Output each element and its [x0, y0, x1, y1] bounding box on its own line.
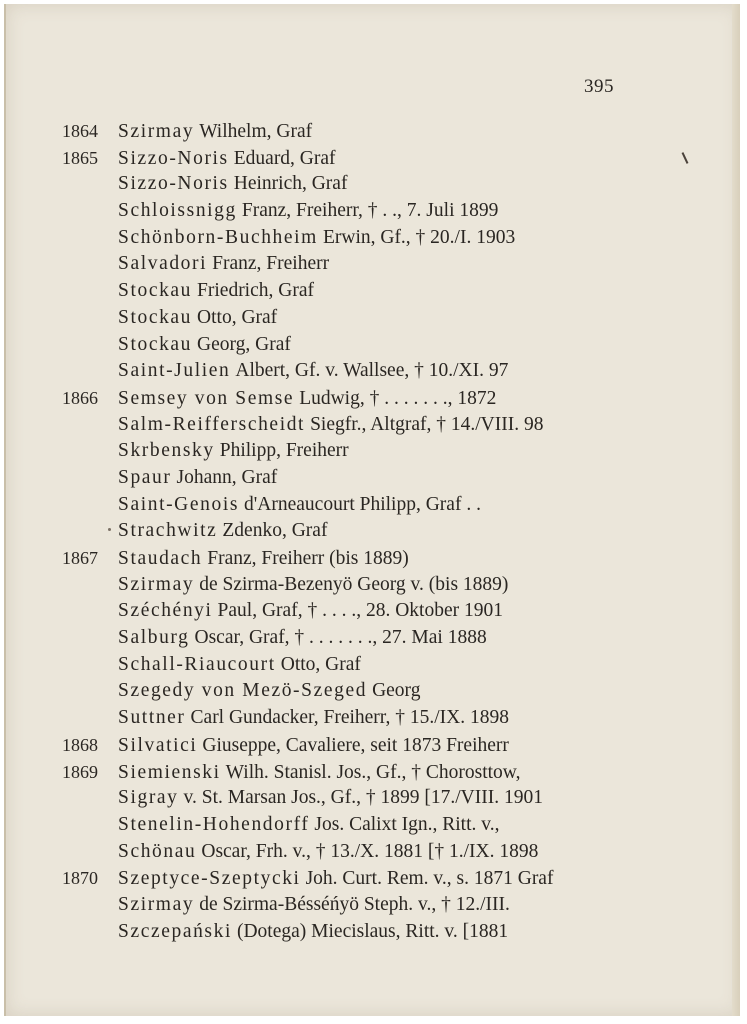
entry-name: Stockau [118, 333, 193, 355]
entry-name: Szirmay [118, 573, 195, 595]
list-item [62, 759, 632, 786]
list-item [62, 278, 632, 305]
entry-name: Schönau [118, 840, 197, 862]
entry-name: Strachwitz [118, 520, 218, 542]
entry-details: Carl Gundacker, Freiherr, † 15./IX. 1898 [190, 707, 510, 729]
entry-year: 1869 [62, 761, 98, 782]
entry-text [118, 598, 632, 625]
list-item [62, 625, 632, 652]
entry-text [118, 119, 632, 146]
entry-text [118, 760, 632, 787]
entry-name: Stockau [118, 306, 193, 328]
entry-text [118, 705, 632, 732]
list-item [62, 839, 632, 866]
entry-details: Giuseppe, Cavaliere, seit 1873 Freiherr [202, 734, 509, 756]
list-item [62, 385, 632, 412]
entry-details: de Szirma-Bezenyö Georg v. (bis 1889) [199, 573, 509, 595]
entry-text [118, 171, 632, 198]
entry-name: Szeptyce-Szeptycki [118, 868, 301, 890]
list-item [62, 652, 632, 679]
list-item [62, 332, 632, 359]
entry-name: Sizzo-Noris [118, 173, 229, 195]
list-item [62, 118, 632, 145]
entry-text [118, 465, 632, 492]
entry-text [118, 518, 632, 545]
list-item [62, 572, 632, 599]
list-item [62, 225, 632, 252]
list-item [62, 438, 632, 465]
entry-details: Albert, Gf. v. Wallsee, † 10./XI. 97 [235, 360, 509, 382]
entry-details: Otto, Graf [197, 306, 278, 328]
list-item [62, 705, 632, 732]
list-item [62, 171, 632, 198]
list-item [62, 358, 632, 385]
entry-text [118, 251, 632, 278]
list-item [62, 305, 632, 332]
list-item [62, 198, 632, 225]
list-item [62, 812, 632, 839]
entry-details: (Dotega) Miecislaus, Ritt. v. [1881 [236, 920, 509, 942]
entry-text [118, 652, 632, 679]
entry-text [118, 919, 632, 946]
entry-name: Silvatici [118, 734, 198, 756]
book-page [4, 4, 740, 1016]
entry-details: Georg, Graf [197, 333, 291, 355]
list-item [62, 732, 632, 759]
list-item [62, 145, 632, 172]
entry-details: Jos. Calixt Ign., Ritt. v., [314, 813, 500, 835]
entry-details: Friedrich, Graf [197, 280, 314, 302]
entry-text [118, 278, 632, 305]
entry-text [118, 225, 632, 252]
entry-details: Otto, Graf [280, 653, 361, 675]
list-item [62, 518, 632, 545]
entry-text [118, 412, 632, 439]
entry-text [118, 812, 632, 839]
entry-name: Staudach [118, 548, 203, 569]
entry-text [118, 839, 632, 866]
entry-name: Spaur [118, 466, 172, 488]
entry-name: Szczepański [118, 920, 232, 942]
entry-name: Schall-Riaucourt [118, 653, 276, 675]
entry-details: d'Arneaucourt Philipp, Graf . . [244, 493, 481, 515]
entry-name: Schloissnigg [118, 200, 237, 222]
entry-text [118, 892, 632, 919]
entry-details: v. St. Marsan Jos., Gf., † 1899 [17./VIII. 1901 [183, 787, 543, 809]
list-item [62, 678, 632, 705]
entry-details: Franz, Freiherr (bis 1889) [207, 548, 409, 569]
entry-details: Siegfr., Altgraf, † 14./VIII. 98 [310, 413, 544, 435]
entry-details: Erwin, Gf., † 20./I. 1903 [322, 226, 516, 248]
entry-details: Wilh. Stanisl. Jos., Gf., † Chorosttow, [225, 761, 521, 783]
entry-name: Stenelin-Hohendorff [118, 813, 310, 835]
entry-name: Sizzo-Noris [118, 147, 229, 169]
entry-text [118, 492, 632, 519]
entry-details: Franz, Freiherr, † . ., 7. Juli 1899 [241, 200, 499, 222]
entry-details: Georg [372, 680, 421, 702]
entry-name: Saint-Genois [118, 493, 240, 515]
entry-text [118, 733, 632, 760]
entry-text [118, 785, 632, 812]
entry-list [62, 118, 632, 945]
list-item [62, 492, 632, 519]
entry-name: Siemienski [118, 761, 221, 783]
entry-year: 1864 [62, 121, 98, 141]
entry-text [118, 546, 632, 573]
entry-text [118, 332, 632, 359]
list-item [62, 545, 632, 572]
entry-name: Suttner [118, 707, 186, 729]
entry-name: Semsey von Semse [118, 387, 295, 409]
entry-text [118, 198, 632, 225]
entry-details: Ludwig, † . . . . . . ., 1872 [299, 387, 497, 409]
list-item [62, 865, 632, 892]
entry-details: Eduard, Graf [233, 147, 336, 169]
entry-details: Paul, Graf, † . . . ., 28. Oktober 1901 [217, 600, 503, 622]
entry-text [118, 386, 632, 413]
entry-name: Sigray [118, 787, 179, 809]
entry-name: Szirmay [118, 893, 195, 915]
entry-text [118, 572, 632, 599]
entry-details: Heinrich, Graf [233, 173, 348, 195]
entry-text [118, 305, 632, 332]
entry-details: de Szirma-Bésséńyö Steph. v., † 12./III. [199, 893, 510, 915]
entry-name: Szegedy von Mezö-Szeged [118, 680, 368, 702]
entry-text [118, 866, 632, 893]
list-item [62, 412, 632, 439]
entry-year: 1866 [62, 387, 98, 408]
entry-text [118, 146, 632, 173]
list-item [62, 598, 632, 625]
entry-details: Wilhelm, Graf [199, 121, 313, 142]
list-item [62, 251, 632, 278]
entry-text [118, 625, 632, 652]
page-edge [732, 4, 740, 1016]
pencil-mark [682, 152, 689, 164]
entry-details: Johann, Graf [176, 466, 278, 488]
entry-name: Salburg [118, 627, 190, 649]
list-item [62, 785, 632, 812]
entry-details: Philipp, Freiherr [219, 440, 349, 462]
entry-details: Oscar, Graf, † . . . . . . ., 27. Mai 1888 [194, 627, 487, 649]
list-item [62, 892, 632, 919]
entry-year: 1870 [62, 868, 98, 889]
entry-name: Széchényi [118, 600, 213, 622]
entry-year: 1867 [62, 548, 98, 568]
entry-name: Szirmay [118, 121, 195, 142]
entry-name: Saint-Julien [118, 360, 231, 382]
entry-name: Salm-Reifferscheidt [118, 413, 306, 435]
list-item [62, 465, 632, 492]
entry-name: Schönborn-Buchheim [118, 226, 318, 248]
list-item [62, 919, 632, 946]
entry-name: Salvadori [118, 253, 208, 275]
entry-details: Zdenko, Graf [222, 520, 328, 542]
entry-year: 1865 [62, 147, 98, 168]
entry-name: Skrbensky [118, 440, 215, 462]
entry-details: Joh. Curt. Rem. v., s. 1871 Graf [305, 868, 554, 890]
entry-text [118, 678, 632, 705]
entry-text [118, 358, 632, 385]
entry-details: Franz, Freiherr [212, 253, 330, 275]
entry-text [118, 438, 632, 465]
page-number: 395 [584, 76, 614, 97]
entry-name: Stockau [118, 280, 193, 302]
entry-details: Oscar, Frh. v., † 13./X. 1881 [† 1./IX. 1898 [201, 840, 539, 862]
entry-year: 1868 [62, 734, 98, 755]
